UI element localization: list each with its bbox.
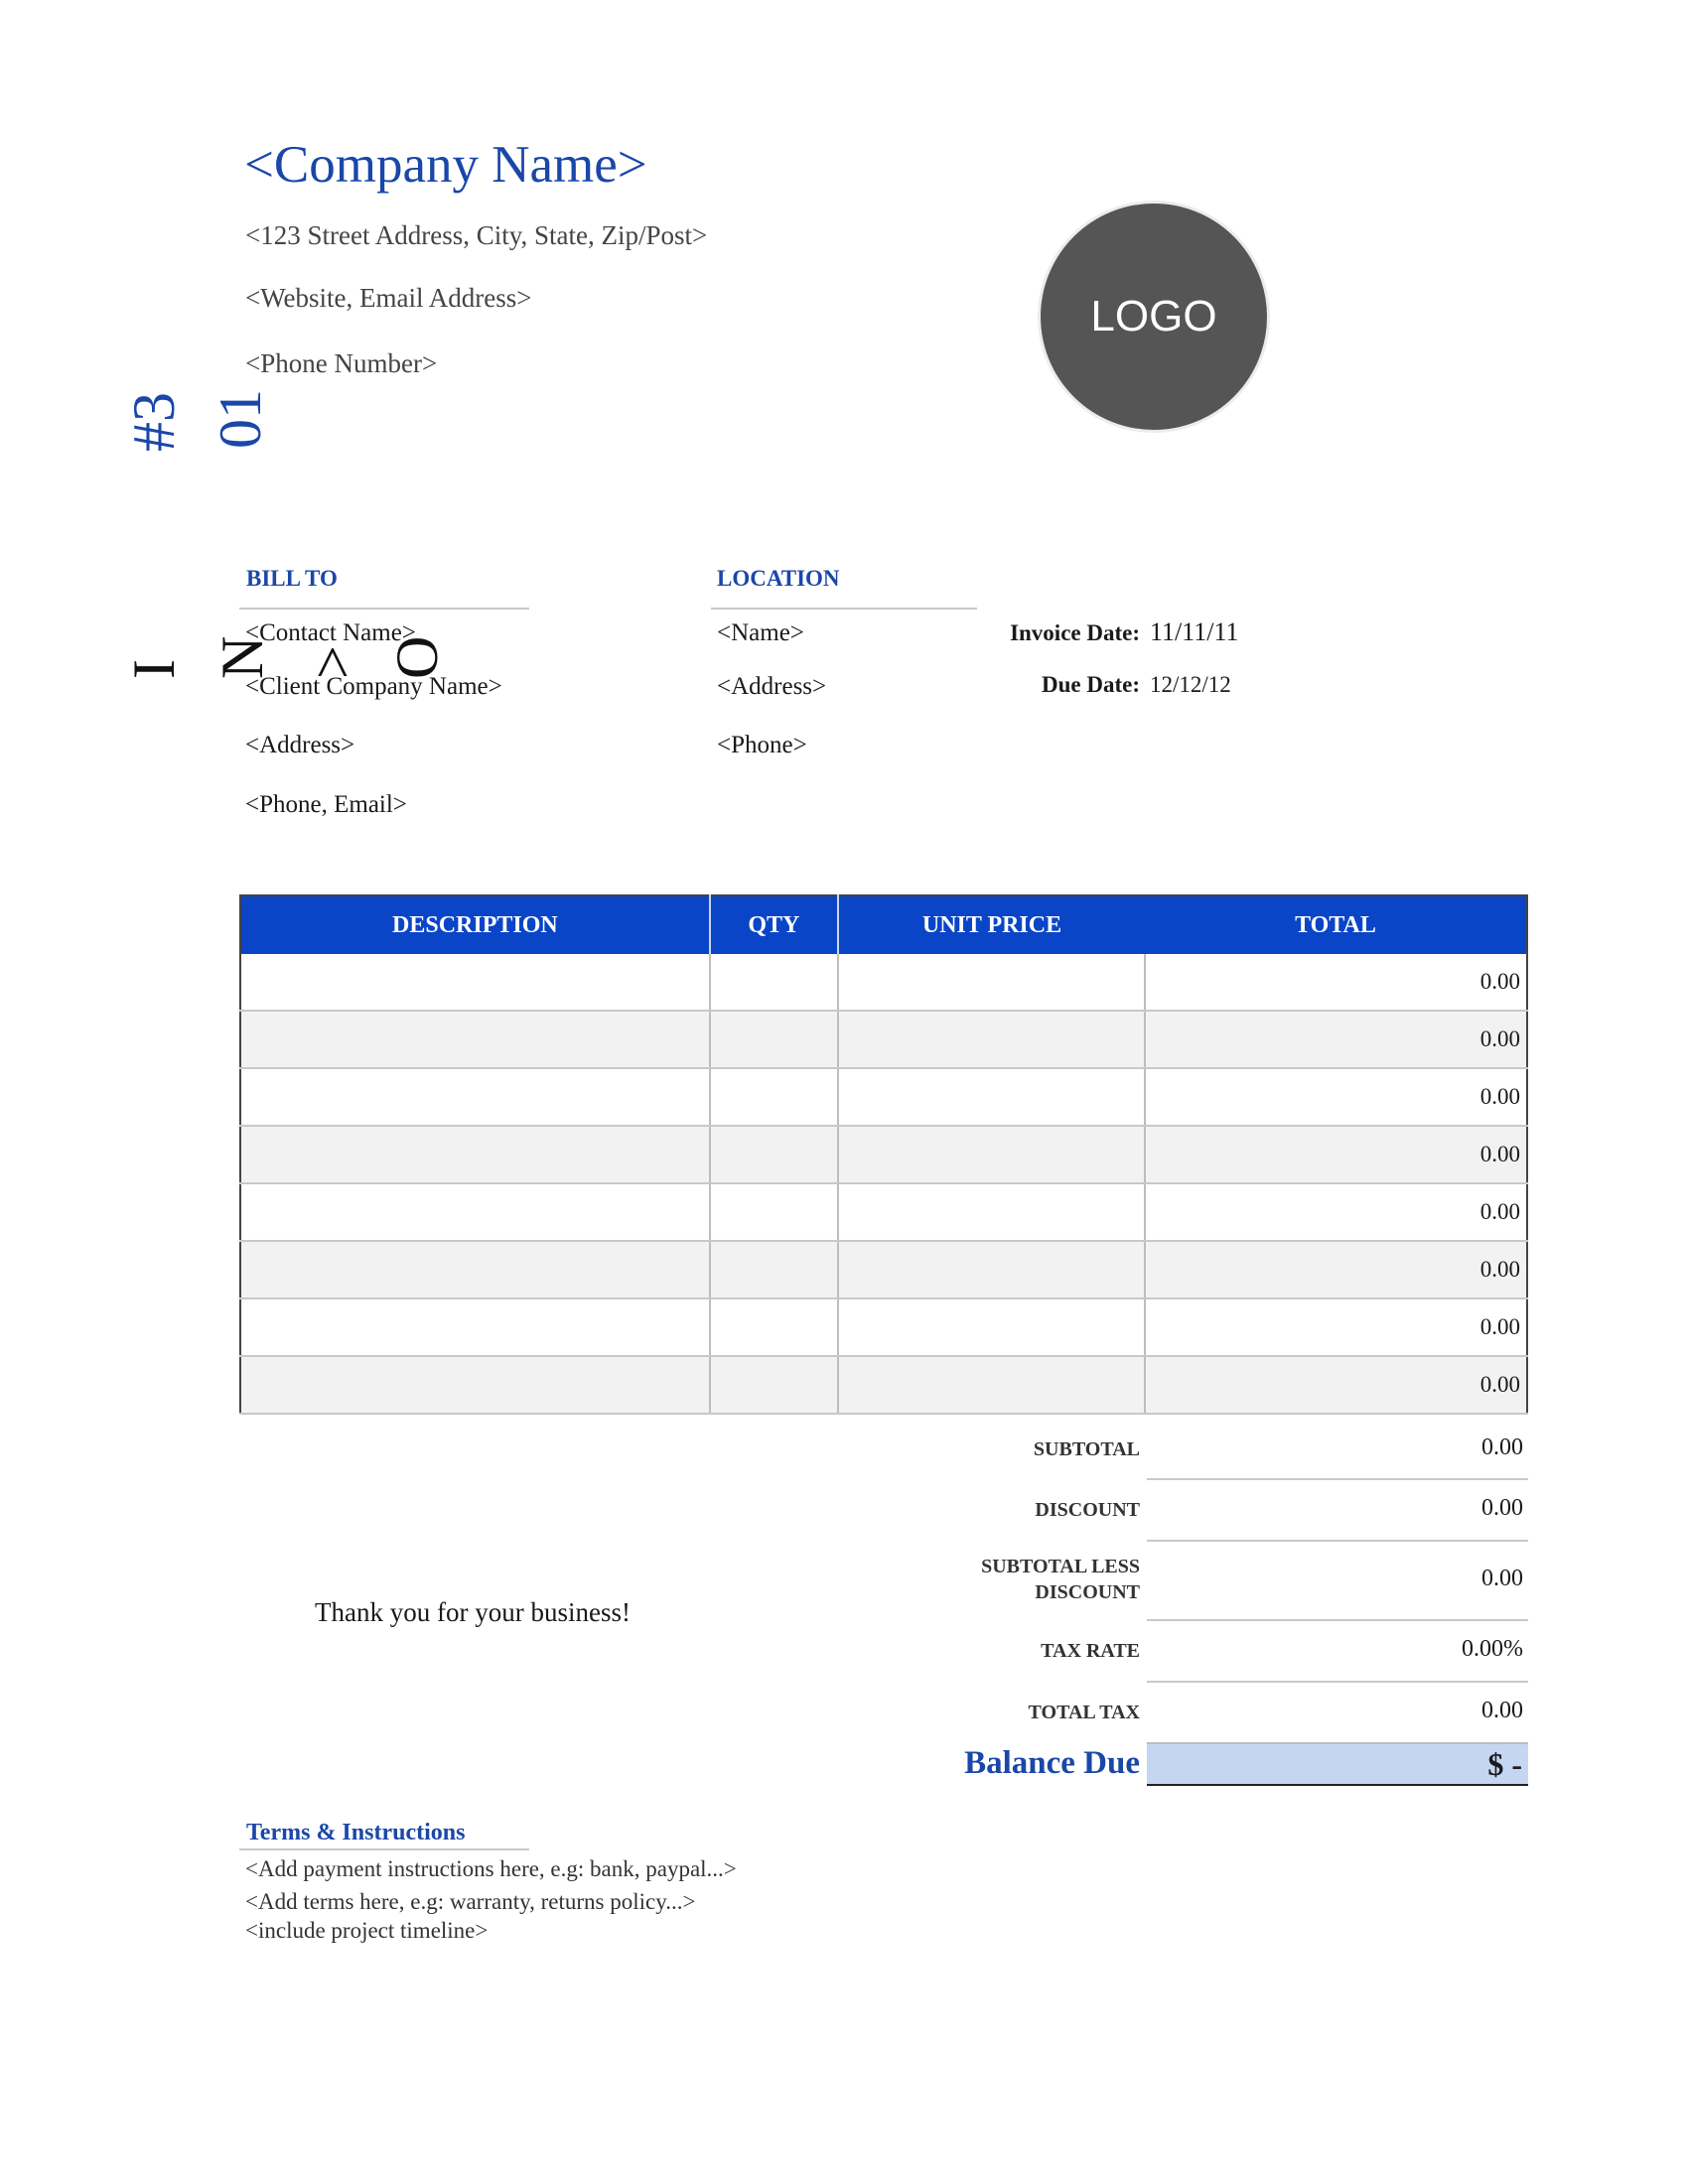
total-tax-label: TOTAL TAX	[1028, 1702, 1140, 1723]
cell-unit-price[interactable]	[838, 1011, 1145, 1068]
discount-rule	[1147, 1540, 1528, 1542]
bill-to-phone-email: <Phone, Email>	[245, 791, 407, 818]
total-tax-value: 0.00	[1481, 1698, 1523, 1723]
cell-unit-price[interactable]	[838, 1126, 1145, 1183]
terms-line-policy: <Add terms here, e.g: warranty, returns policy...>	[245, 1889, 696, 1914]
due-date-value: 12/12/12	[1150, 672, 1231, 697]
cell-unit-price[interactable]	[838, 1183, 1145, 1241]
cell-unit-price[interactable]	[838, 1298, 1145, 1356]
cell-unit-price[interactable]	[838, 1241, 1145, 1298]
table-row	[240, 954, 1527, 1011]
subtotal-less-discount-label	[894, 1554, 1140, 1605]
cell-qty[interactable]	[710, 1241, 838, 1298]
cell-unit-price[interactable]	[838, 1068, 1145, 1126]
subtotal-value: 0.00	[1481, 1434, 1523, 1460]
thank-you-message: Thank you for your business!	[315, 1597, 631, 1627]
logo-placeholder	[1038, 201, 1270, 433]
invoice-title-letter-1: I	[121, 659, 187, 679]
tax-rate-value[interactable]: 0.00%	[1462, 1636, 1523, 1662]
bill-to-contact: <Contact Name>	[245, 619, 416, 646]
table-header-row	[240, 895, 1527, 954]
cell-total: 0.00	[1145, 1183, 1527, 1241]
cell-description[interactable]	[240, 1298, 710, 1356]
location-heading: LOCATION	[717, 566, 840, 591]
cell-qty[interactable]	[710, 1126, 838, 1183]
table-row	[240, 1126, 1527, 1183]
company-address: <123 Street Address, City, State, Zip/Post>	[245, 220, 708, 250]
tax-rate-rule	[1147, 1681, 1528, 1683]
discount-label: DISCOUNT	[1035, 1499, 1140, 1521]
cell-unit-price[interactable]	[838, 954, 1145, 1011]
table-row	[240, 1356, 1527, 1414]
bill-to-address: <Address>	[245, 732, 355, 758]
subtotal-less-discount-label-line-1: SUBTOTAL LESS	[981, 1556, 1140, 1577]
cell-qty[interactable]	[710, 1183, 838, 1241]
logo-text: LOGO	[1090, 292, 1217, 341]
company-web-email: <Website, Email Address>	[245, 283, 532, 313]
cell-description[interactable]	[240, 954, 710, 1011]
header-qty: QTY	[710, 895, 838, 954]
invoice-title-letter-2: N	[210, 635, 275, 679]
balance-due-label: Balance Due	[964, 1745, 1140, 1781]
cell-description[interactable]	[240, 1068, 710, 1126]
balance-due-value: $ -	[1147, 1742, 1528, 1786]
header-total: TOTAL	[1295, 911, 1376, 938]
discount-value: 0.00	[1481, 1495, 1523, 1521]
subtotal-less-discount-label-line-2: DISCOUNT	[1035, 1581, 1140, 1603]
cell-total: 0.00	[1145, 1356, 1527, 1414]
header-unit-price-total	[838, 895, 1527, 954]
invoice-date-label: Invoice Date:	[1010, 620, 1140, 645]
cell-total: 0.00	[1145, 1068, 1527, 1126]
cell-description[interactable]	[240, 1241, 710, 1298]
header-unit-price: UNIT PRICE	[921, 911, 1062, 938]
bill-to-heading: BILL TO	[246, 566, 338, 591]
cell-total: 0.00	[1145, 1011, 1527, 1068]
cell-qty[interactable]	[710, 1068, 838, 1126]
cell-qty[interactable]	[710, 1356, 838, 1414]
subtotal-label: SUBTOTAL	[1033, 1438, 1140, 1460]
invoice-title-letter-4: O	[384, 635, 450, 679]
cell-description[interactable]	[240, 1126, 710, 1183]
cell-description[interactable]	[240, 1183, 710, 1241]
terms-line-payment: <Add payment instructions here, e.g: bank, paypal...>	[245, 1856, 737, 1881]
location-address: <Address>	[717, 673, 827, 700]
line-items-table	[239, 894, 1528, 1415]
cell-total: 0.00	[1145, 954, 1527, 1011]
bill-to-company: <Client Company Name>	[245, 673, 502, 700]
terms-heading: Terms & Instructions	[246, 1820, 466, 1845]
cell-description[interactable]	[240, 1011, 710, 1068]
table-row	[240, 1241, 1527, 1298]
subtotal-less-discount-rule	[1147, 1619, 1528, 1621]
company-phone: <Phone Number>	[245, 348, 438, 378]
header-description: DESCRIPTION	[240, 895, 710, 954]
invoice-number-part-2: 01	[208, 389, 273, 449]
terms-line-timeline: <include project timeline>	[245, 1918, 489, 1943]
cell-total: 0.00	[1145, 1298, 1527, 1356]
bill-to-rule	[239, 608, 529, 610]
invoice-number-part-1: #3	[121, 392, 187, 452]
location-name: <Name>	[717, 619, 804, 646]
cell-total: 0.00	[1145, 1126, 1527, 1183]
subtotal-rule	[1147, 1478, 1528, 1480]
cell-qty[interactable]	[710, 1011, 838, 1068]
invoice-date-value: 11/11/11	[1150, 617, 1239, 646]
cell-description[interactable]	[240, 1356, 710, 1414]
location-phone: <Phone>	[717, 732, 807, 758]
invoice-title-letter-3: >	[300, 645, 365, 679]
cell-qty[interactable]	[710, 954, 838, 1011]
subtotal-less-discount-value: 0.00	[1481, 1566, 1523, 1591]
table-row	[240, 1068, 1527, 1126]
due-date-label: Due Date:	[1042, 672, 1140, 697]
table-row	[240, 1183, 1527, 1241]
terms-rule	[239, 1848, 529, 1850]
company-name: <Company Name>	[244, 136, 647, 194]
tax-rate-label: TAX RATE	[1041, 1640, 1140, 1662]
cell-total: 0.00	[1145, 1241, 1527, 1298]
location-rule	[711, 608, 977, 610]
cell-unit-price[interactable]	[838, 1356, 1145, 1414]
table-row	[240, 1298, 1527, 1356]
cell-qty[interactable]	[710, 1298, 838, 1356]
table-row	[240, 1011, 1527, 1068]
